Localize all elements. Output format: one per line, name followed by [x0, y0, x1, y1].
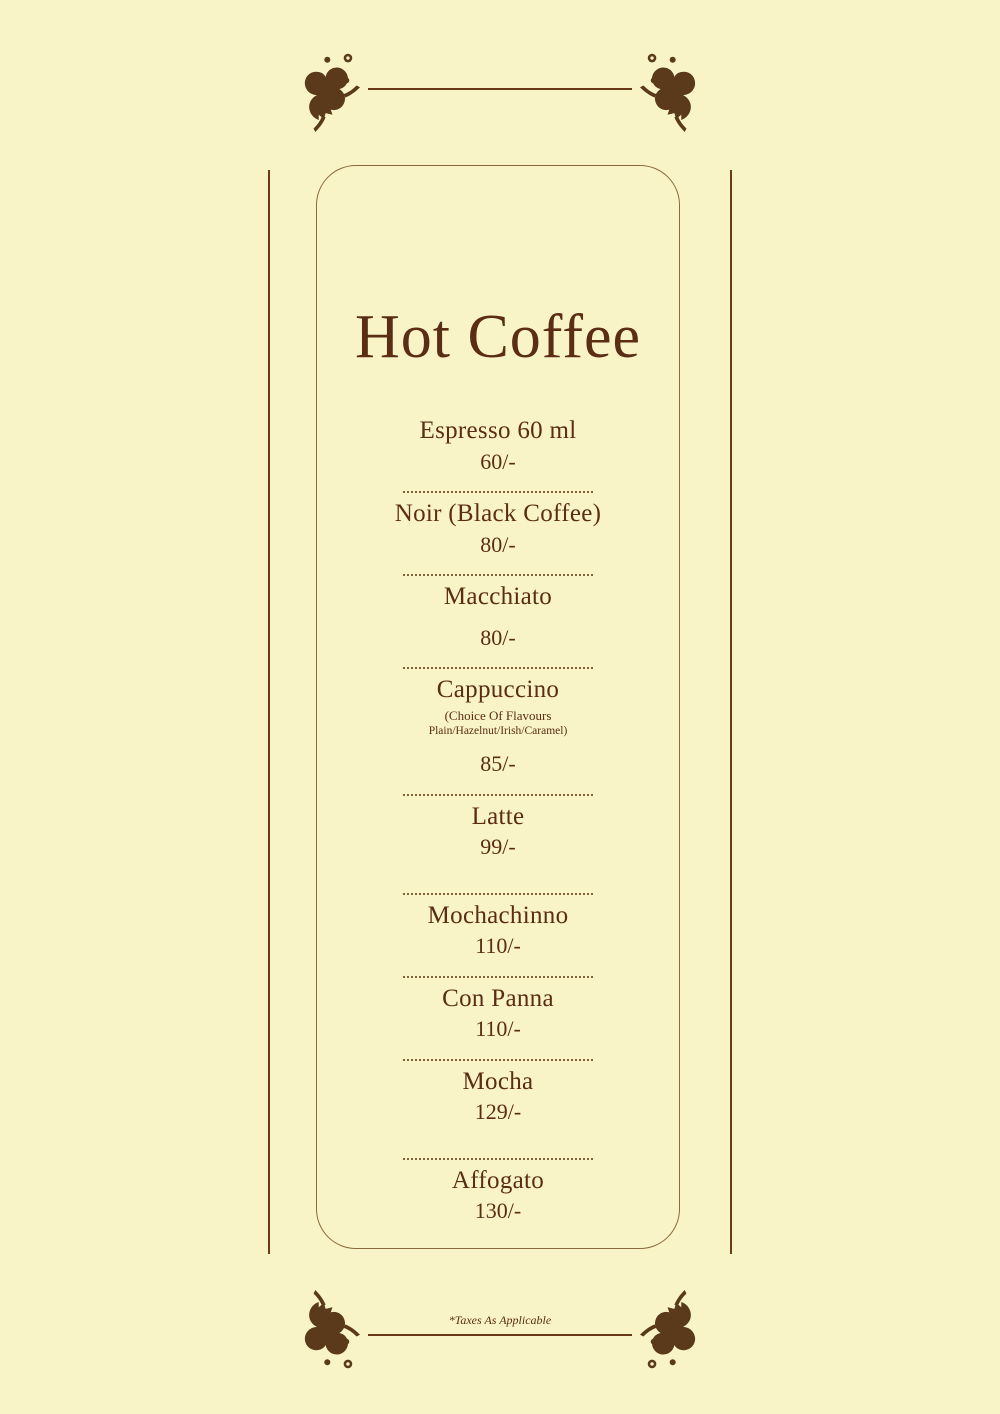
page-title: Hot Coffee: [354, 303, 642, 371]
item-name: Cappuccino: [436, 676, 560, 703]
footnote: *Taxes As Applicable: [448, 1313, 552, 1327]
item-description-line1: (Choice Of Flavours: [444, 707, 552, 723]
list-item: [341, 901, 655, 960]
item-description: [341, 708, 655, 739]
divider: [403, 1148, 593, 1160]
frame-line-bottom: [368, 1334, 632, 1336]
item-name: Espresso 60 ml: [419, 417, 577, 444]
item-name: Mochachinno: [427, 901, 569, 929]
item-name: Latte: [471, 802, 525, 830]
menu-card: [316, 165, 680, 1249]
list-item: [341, 416, 655, 475]
frame-line-left: [268, 170, 270, 1254]
list-item: [341, 675, 655, 778]
list-item: [341, 499, 655, 558]
item-price: 85/-: [480, 751, 516, 777]
divider: [403, 657, 593, 669]
item-price: 110/-: [475, 933, 521, 959]
corner-ornament-icon: [640, 1290, 726, 1376]
frame-line-right: [730, 170, 732, 1254]
item-price: 129/-: [474, 1099, 522, 1125]
list-item: [341, 984, 655, 1043]
item-price: 110/-: [475, 1016, 521, 1042]
corner-ornament-icon: [274, 46, 360, 132]
divider: [403, 564, 593, 576]
item-price: 80/-: [480, 531, 516, 557]
item-name: Mocha: [462, 1067, 534, 1095]
item-name: Affogato: [451, 1166, 545, 1194]
spacer: [341, 861, 655, 877]
divider: [403, 1049, 593, 1061]
item-name: Macchiato: [443, 583, 553, 610]
item-price: 130/-: [474, 1198, 522, 1224]
list-item: [341, 802, 655, 861]
list-item: [341, 1067, 655, 1126]
divider: [403, 883, 593, 895]
spacer: [341, 1126, 655, 1142]
divider: [403, 481, 593, 493]
item-price: 60/-: [480, 448, 516, 474]
item-description-line2: Plain/Hazelnut/Irish/Caramel): [428, 724, 568, 737]
item-price: 99/-: [480, 834, 516, 860]
divider: [403, 966, 593, 978]
divider: [403, 784, 593, 796]
item-price: 80/-: [480, 624, 516, 650]
list-item: [341, 1166, 655, 1225]
corner-ornament-icon: [274, 1290, 360, 1376]
item-name: Noir (Black Coffee): [394, 500, 602, 527]
list-item: [341, 582, 655, 651]
frame-line-top: [368, 88, 632, 90]
item-name: Con Panna: [442, 984, 554, 1012]
corner-ornament-icon: [640, 46, 726, 132]
menu-item-list: [341, 416, 655, 1225]
